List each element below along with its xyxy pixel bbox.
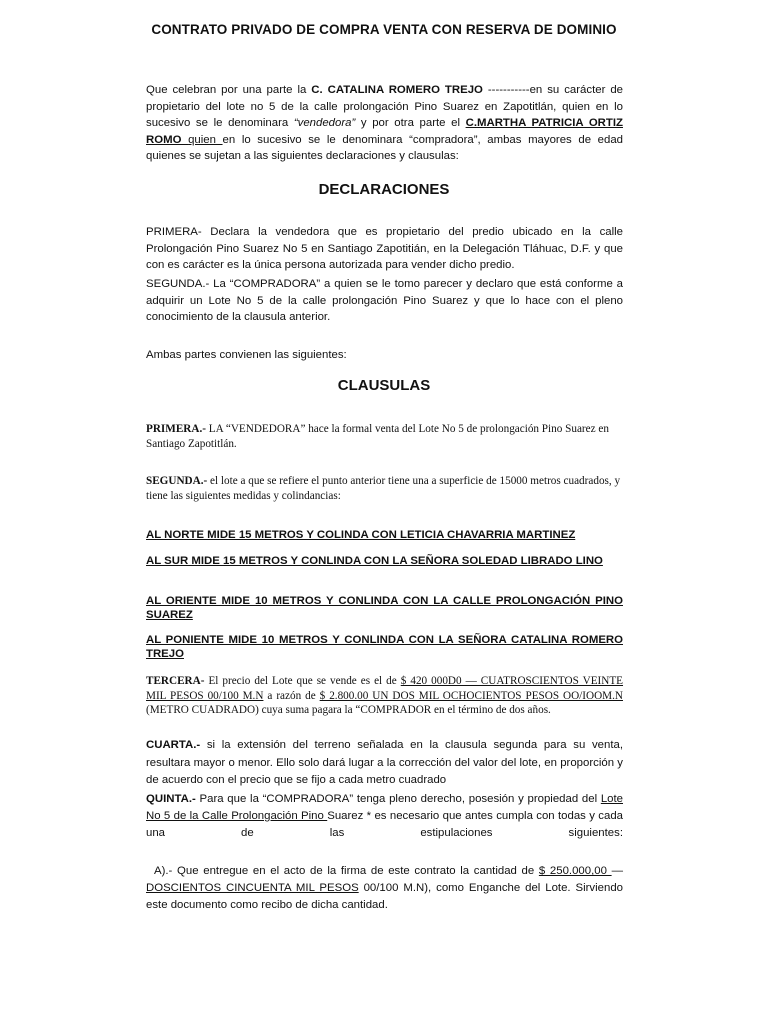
clausula-segunda bbox=[146, 474, 623, 503]
intro-text: y por otra parte el bbox=[355, 117, 466, 130]
declaraciones-heading: DECLARACIONES bbox=[318, 181, 450, 198]
seller-role: “vendedora” bbox=[293, 117, 356, 130]
estipulacion-text: 00/100 M.N), como Enganche del Lote. Sirviendo este documento como recibo de dicha cantidad. bbox=[146, 882, 623, 911]
declaracion-primera: PRIMERA- Declara la vendedora que es propietario del predio ubicado en la calle Prolongación Pino Suarez No 5 en Santiago Zapotitián, en la Delegación Tláhuac, D.F. y que con es carácter es la única persona autorizada para vender dicho predio. bbox=[146, 226, 623, 272]
boundary-norte: AL NORTE MIDE 15 METROS Y COLINDA CON LETICIA CHAVARRIA MARTINEZ bbox=[146, 529, 576, 541]
clausula-label: SEGUNDA.- bbox=[146, 475, 208, 487]
clausula-text: LA “VENDEDORA” hace la formal venta del Lote No 5 de prolongación Pino Suarez en Santiago Zapotitlán. bbox=[146, 423, 609, 450]
clausula-text: si la extensión del terreno señalada en la clausula segunda para su venta, resultara mayor o menor. Ello solo dará lugar a la corrección del valor del lote, en proporción y de acuerdo con el precio que se fijo a cada metro cuadrado bbox=[146, 739, 623, 786]
intro-paragraph bbox=[146, 82, 623, 165]
seller-name: C. CATALINA ROMERO TREJO bbox=[311, 84, 483, 96]
clausula-primera bbox=[146, 422, 623, 451]
estipulacion-label: A).- bbox=[154, 865, 173, 877]
intro-text: quien bbox=[188, 133, 223, 146]
clausula-text: El precio del Lote que se vende es el de bbox=[204, 675, 401, 687]
boundary-poniente: AL PONIENTE MIDE 10 METROS Y CONLINDA CON LA SEÑORA CATALINA ROMERO TREJO bbox=[146, 634, 623, 660]
boundary-sur: AL SUR MIDE 15 METROS Y CONLINDA CON LA SEÑORA SOLEDAD LIBRADO LINO bbox=[146, 555, 603, 567]
ambas-partes-text: Ambas partes convienen las siguientes: bbox=[146, 349, 347, 361]
declaracion-segunda: SEGUNDA.- La “COMPRADORA” a quien se le tomo parecer y declaro que está conforme a adquirir un Lote No 5 de la calle prolongación Pino Suarez y que lo hace con el pleno conocimiento de la clausula anterior. bbox=[146, 278, 623, 324]
estipulacion-text: — bbox=[611, 865, 623, 877]
lote-reference: Lote No 5 de la Calle Prolongación Pino bbox=[146, 793, 623, 822]
clausula-text: el lote a que se refiere el punto anterior tiene una a superficie de 15000 metros cuadrados, y tiene las siguientes medidas y colindancias: bbox=[146, 475, 621, 502]
enganche-amount: $ 250.000,00 bbox=[538, 865, 612, 877]
price-total: $ 420 000D0 — CUATROSCIENTOS VEINTE MIL PESOS 00/100 M.N bbox=[146, 675, 624, 702]
clausulas-heading: CLAUSULAS bbox=[337, 377, 431, 394]
intro-text: -----------en su carácter de propietario del lote no 5 de la calle prolongación Pino Suarez en Zapotitlán, quien en lo sucesivo se le denominara bbox=[146, 84, 623, 130]
intro-text: Que celebran por una parte la bbox=[146, 84, 312, 96]
clausula-tercera bbox=[146, 674, 623, 718]
boundary-oriente: AL ORIENTE MIDE 10 METROS Y CONLINDA CON LA CALLE PROLONGACIÓN PINO SUAREZ bbox=[146, 595, 623, 621]
intro-text: en lo sucesivo se le denominara “compradora”, ambas mayores de edad quienes se sujetan a las siguientes declaraciones y clausulas: bbox=[146, 133, 623, 163]
clausula-label: QUINTA.- bbox=[146, 793, 196, 805]
clausula-cuarta bbox=[146, 737, 623, 790]
clausula-text: Suarez * es necesario que antes cumpla con todas y cada una de las estipulaciones siguientes: bbox=[146, 809, 623, 839]
enganche-words: DOSCIENTOS CINCUENTA MIL PESOS bbox=[146, 882, 359, 894]
clausula-quinta bbox=[146, 791, 623, 841]
price-per-meter: $ 2.800.00 UN DOS MIL OCHOCIENTOS PESOS OO/IOOM.N bbox=[319, 689, 623, 702]
estipulacion-a bbox=[146, 863, 623, 914]
clausula-text: (METRO CUADRADO) cuya suma pagara la “COMPRADOR en el término de dos años. bbox=[146, 704, 551, 716]
document-title: CONTRATO PRIVADO DE COMPRA VENTA CON RESERVA DE DOMINIO bbox=[151, 22, 617, 37]
clausula-text: Para que la “COMPRADORA” tenga pleno derecho, posesión y propiedad del bbox=[195, 793, 601, 805]
clausula-label: PRIMERA.- bbox=[146, 423, 206, 435]
clausula-label: CUARTA.- bbox=[146, 739, 201, 751]
estipulacion-text: Que entregue en el acto de la firma de este contrato la cantidad de bbox=[172, 865, 539, 877]
clausula-text: a razón de bbox=[263, 689, 320, 702]
clausula-label: TERCERA- bbox=[146, 675, 205, 687]
buyer-name: C.MARTHA PATRICIA ORTIZ ROMO bbox=[146, 117, 623, 146]
